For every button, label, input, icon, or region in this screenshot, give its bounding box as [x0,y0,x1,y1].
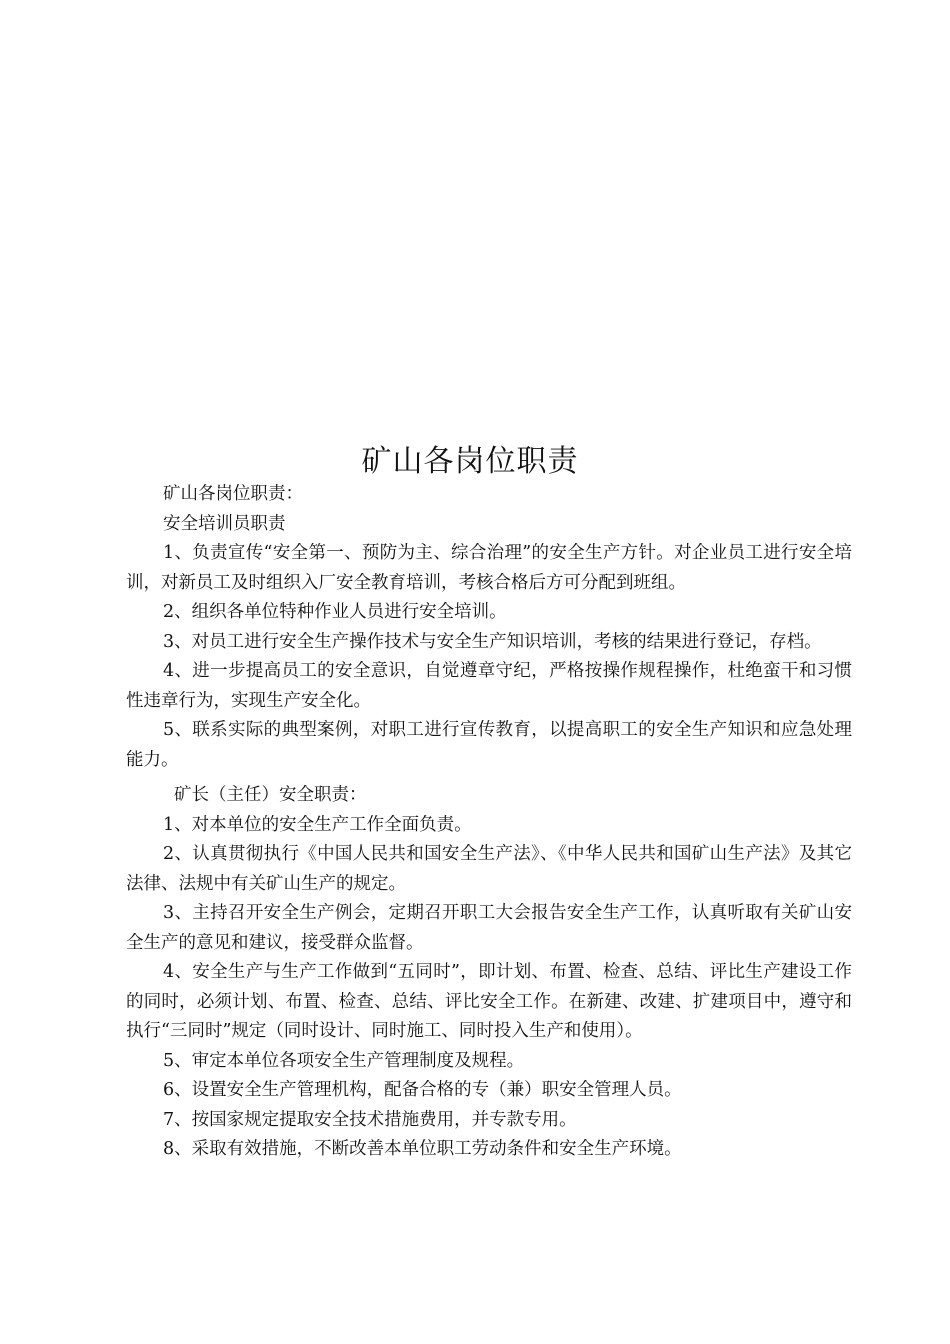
director-duty-3: 3、主持召开安全生产例会，定期召开职工大会报告安全生产工作，认真听取有关矿山安全生产的意见和建议，接受群众监督。 [126,903,852,953]
training-duty-1: 1、负责宣传“安全第一、预防为主、综合治理”的安全生产方针。对企业员工进行安全培训，对新员工及时组织入厂安全教育培训，考核合格后方可分配到班组。 [126,543,852,593]
intro-line: 矿山各岗位职责： [163,484,303,504]
section-heading-mine-director: 矿长（主任）安全职责： [174,785,367,805]
training-duty-2: 2、组织各单位特种作业人员进行安全培训。 [163,602,507,622]
director-duty-4: 4、安全生产与生产工作做到“五同时”，即计划、布置、检查、总结、评比生产建设工作的同时，必须计划、布置、检查、总结、评比安全工作。在新建、改建、扩建项目中，遵守和执行“三同时”规定（同时设计、同时施工、同时投入生产和使用）。 [126,962,852,1041]
section-heading-training-officer: 安全培训员职责 [163,513,286,534]
director-duty-1: 1、对本单位的安全生产工作全面负责。 [163,814,472,835]
director-duty-5: 5、审定本单位各项安全生产管理制度及规程。 [163,1050,525,1071]
training-duty-4: 4、进一步提高员工的安全意识，自觉遵章守纪，严格按操作规程操作，杜绝蛮干和习惯性违章行为，实现生产安全化。 [126,661,852,711]
document-title: 矿山各岗位职责 [361,444,579,479]
director-duty-7: 7、按国家规定提取安全技术措施费用，并专款专用。 [163,1109,577,1130]
director-duty-6: 6、设置安全生产管理机构，配备合格的专（兼）职安全管理人员。 [163,1080,682,1100]
document-body [126,480,852,1165]
training-duty-3: 3、对员工进行安全生产操作技术与安全生产知识培训，考核的结果进行登记，存档。 [163,631,822,652]
training-duty-5: 5、联系实际的典型案例，对职工进行宣传教育，以提高职工的安全生产知识和应急处理能力。 [126,720,852,770]
director-duty-8: 8、采取有效措施，不断改善本单位职工劳动条件和安全生产环境。 [163,1139,682,1159]
director-duty-2: 2、认真贯彻执行《中国人民共和国安全生产法》、《中华人民共和国矿山生产法》及其它法律、法规中有关矿山生产的规定。 [126,844,852,894]
